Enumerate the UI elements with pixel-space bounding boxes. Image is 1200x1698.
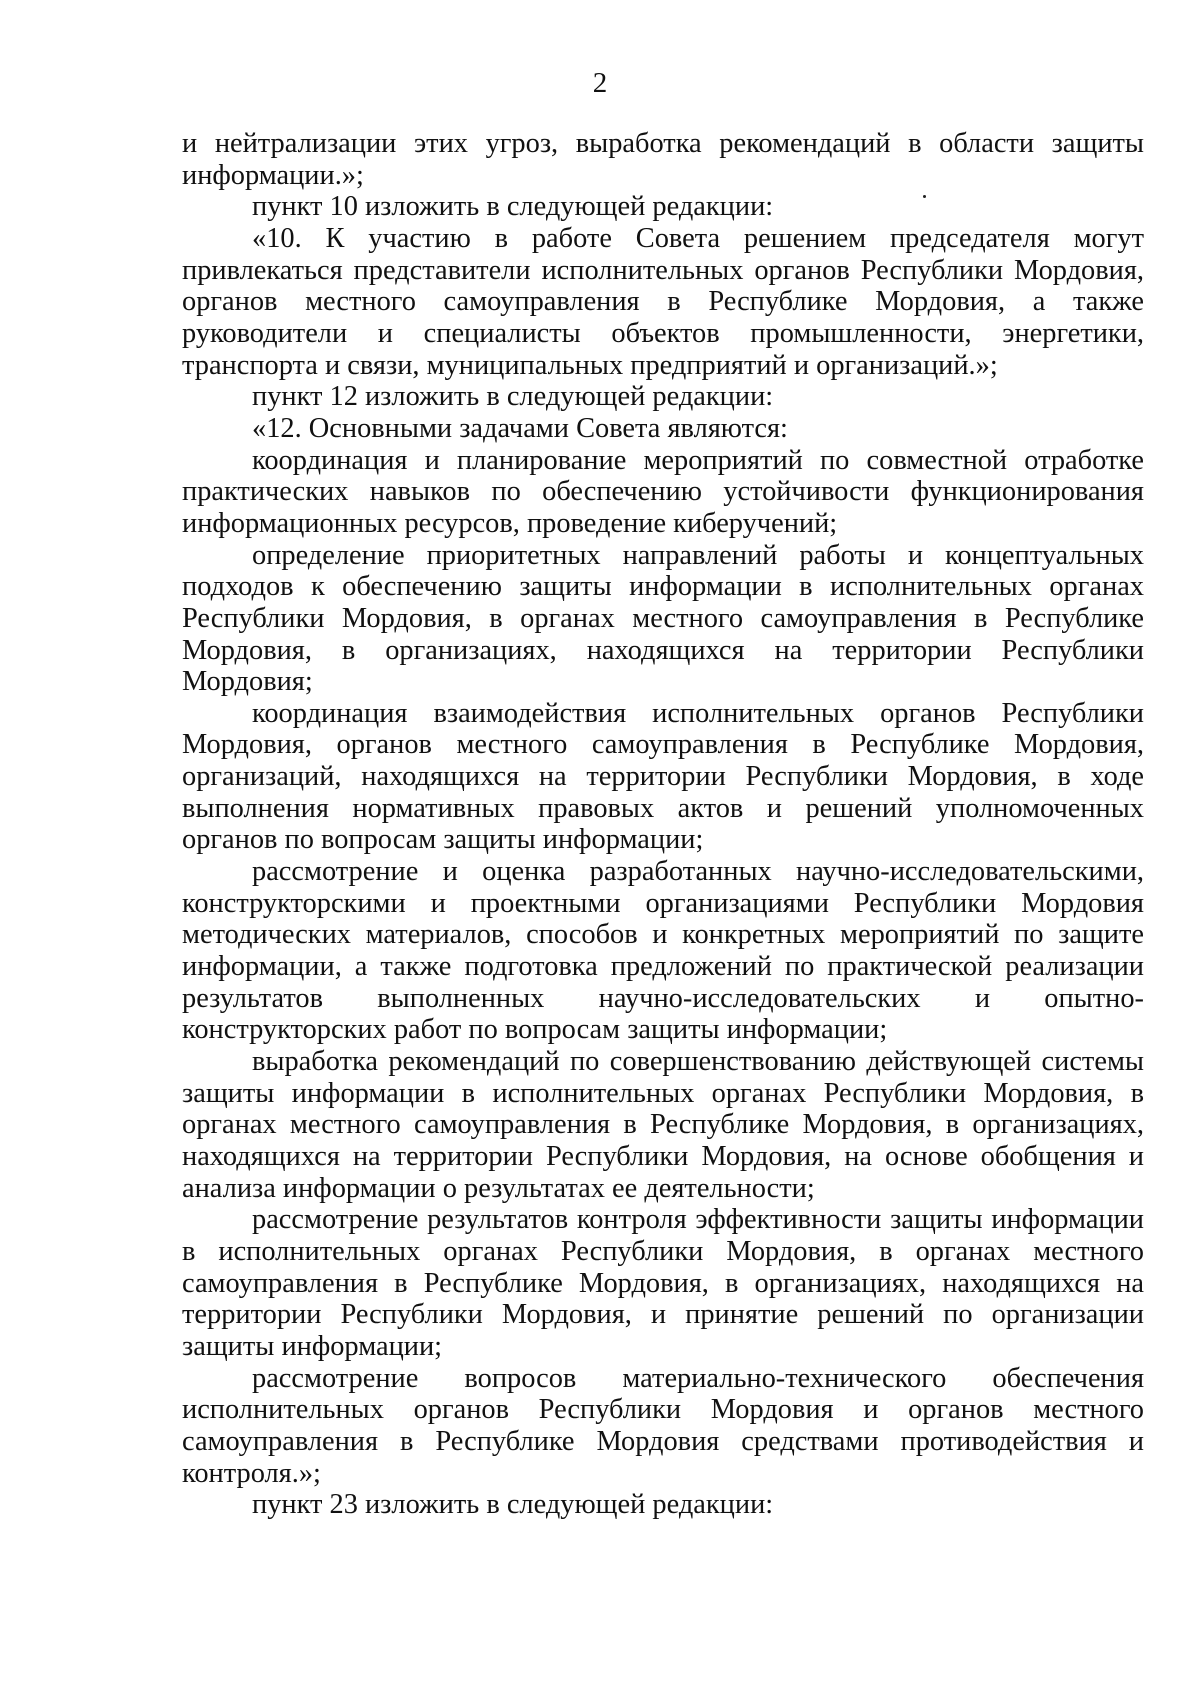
paragraph-task-priorities: определение приоритетных направлений работы и концептуальных подходов к обеспечению защиты информации в исполнительных органах Республики Мордовия, в органах местного самоуправления в Республике Мордовия, в организациях, находящихся на территории Республики Мордовия;: [182, 539, 1144, 698]
paragraph-task-assessment: рассмотрение и оценка разработанных научно-исследовательскими, конструкторскими и проектными организациями Республики Мордовия методических материалов, способов и конкретных мероприятий по защите информации, а также подготовка предложений по практической реализации результатов выполненных научно-исследовательских и опытно-конструкторских работ по вопросам защиты информации;: [182, 856, 1144, 1046]
paragraph-item-23-heading: пункт 23 изложить в следующей редакции:: [252, 1489, 774, 1521]
page-number: 2: [592, 67, 608, 99]
paragraph-item-10-text: «10. К участию в работе Совета решением председателя могут привлекаться представители исполнительных органов Республики Мордовия, органов местного самоуправления в Республике Мордовия, а также руководители и специалисты объектов промышленности, энергетики, транспорта и связи, муниципальных предприятий и организаций.»;: [182, 222, 1144, 381]
document-body: [182, 128, 1144, 1521]
paragraph-continuation: и нейтрализации этих угроз, выработка рекомендаций в области защиты информации.»;: [182, 128, 1144, 191]
paragraph-task-control-results: рассмотрение результатов контроля эффективности защиты информации в исполнительных органах Республики Мордовия, в органах местного самоуправления в Республике Мордовия, в организациях, находящихся на территории Республики Мордовия, и принятие решений по организации защиты информации;: [182, 1204, 1144, 1362]
paragraph-task-interaction: координация взаимодействия исполнительных органов Республики Мордовия, органов местного самоуправления в Республике Мордовия, организаций, находящихся на территории Республики Мордовия, в ходе выполнения нормативных правовых актов и решений уполномоченных органов по вопросам защиты информации;: [182, 697, 1144, 856]
paragraph-task-recommendations: выработка рекомендаций по совершенствованию действующей системы защиты информации в исполнительных органах Республики Мордовия, в органах местного самоуправления в Республике Мордовия, в организациях, находящихся на территории Республики Мордовия, на основе обобщения и анализа информации о результатах ее деятельности;: [182, 1046, 1144, 1204]
paragraph-task-material-support: рассмотрение вопросов материально-технического обеспечения исполнительных органов Республики Мордовия и органов местного самоуправления в Республике Мордовия средствами противодействия и контроля.»;: [182, 1362, 1144, 1489]
paragraph-item-10-heading: пункт 10 изложить в следующей редакции:: [252, 191, 774, 223]
paragraph-item-12-intro: «12. Основными задачами Совета являются:: [252, 412, 788, 444]
paragraph-item-12-heading: пункт 12 изложить в следующей редакции:: [252, 381, 774, 413]
paragraph-task-coordination-planning: координация и планирование мероприятий по совместной отработке практических навыков по обеспечению устойчивости функционирования информационных ресурсов, проведение киберучений;: [182, 444, 1144, 539]
